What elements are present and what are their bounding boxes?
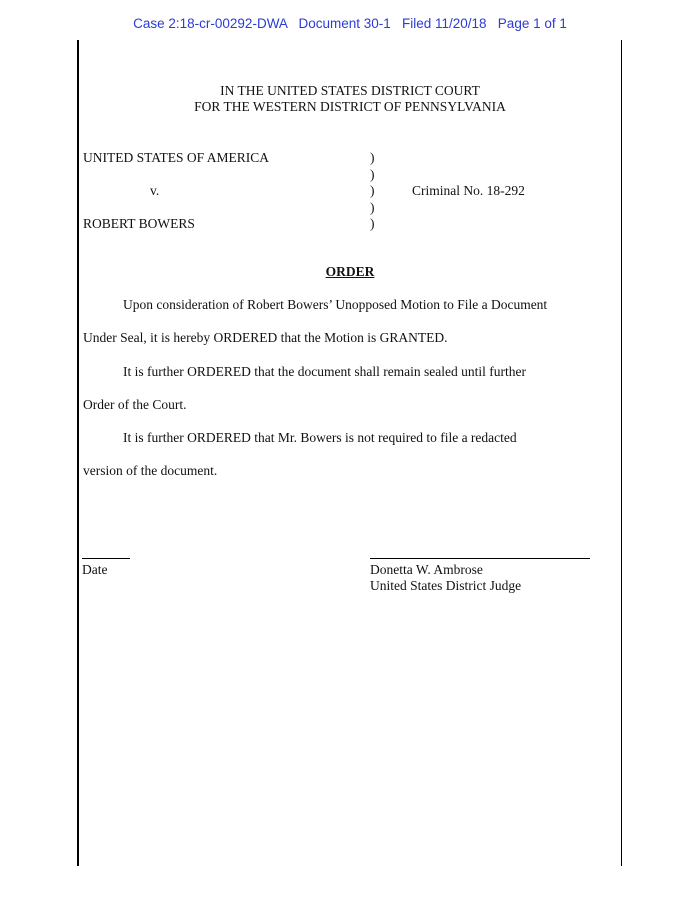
caption-paren: )	[370, 216, 375, 231]
date-label: Date	[82, 562, 108, 577]
caption-paren: )	[370, 183, 375, 198]
caption-plaintiff: UNITED STATES OF AMERICA	[83, 150, 270, 165]
order-line-1: Upon consideration of Robert Bowers’ Unopposed Motion to File a Document	[123, 297, 548, 312]
caption-paren-column	[370, 150, 375, 233]
ecf-filing-header: Case 2:18-cr-00292-DWA Document 30-1 Filed 11/20/18 Page 1 of 1	[133, 16, 567, 31]
case-number: Criminal No. 18-292	[412, 183, 525, 198]
order-heading: ORDER	[325, 264, 375, 279]
left-margin-rule	[77, 40, 79, 866]
court-title-line-2: FOR THE WESTERN DISTRICT OF PENNSYLVANIA	[194, 99, 506, 114]
court-title-line-1: IN THE UNITED STATES DISTRICT COURT	[220, 83, 480, 98]
caption-paren: )	[370, 199, 375, 215]
caption-versus: v.	[150, 183, 160, 198]
judge-name: Donetta W. Ambrose	[370, 562, 483, 577]
order-line-6: version of the document.	[83, 463, 218, 478]
date-signature-line	[82, 558, 130, 559]
order-line-4: Order of the Court.	[83, 397, 187, 412]
caption-defendant: ROBERT BOWERS	[83, 216, 195, 231]
caption-paren: )	[370, 166, 375, 182]
order-line-2: Under Seal, it is hereby ORDERED that the Motion is GRANTED.	[83, 330, 448, 345]
order-line-5: It is further ORDERED that Mr. Bowers is not required to file a redacted	[123, 430, 517, 445]
right-margin-rule	[621, 40, 622, 866]
judge-title: United States District Judge	[370, 578, 522, 593]
court-title	[0, 83, 700, 115]
caption-paren: )	[370, 150, 375, 165]
order-line-3: It is further ORDERED that the document shall remain sealed until further	[123, 364, 527, 379]
judge-signature-line	[370, 558, 590, 559]
